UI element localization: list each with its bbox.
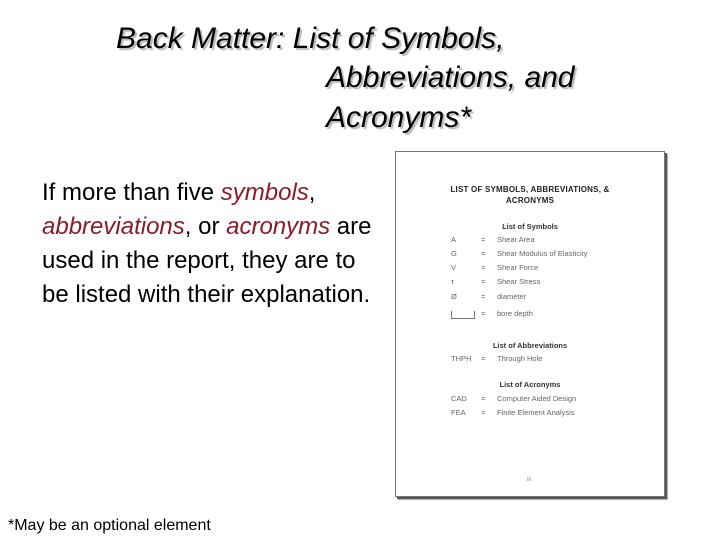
- highlight-abbreviations: abbreviations: [42, 213, 185, 240]
- footnote: *May be an optional element: [8, 517, 211, 534]
- thumbnail-page-number: iii: [527, 477, 531, 483]
- thumbnail-heading-line-1: LIST OF SYMBOLS, ABBREVIATIONS, &: [450, 185, 610, 194]
- symbols-section-title: List of Symbols: [502, 222, 558, 231]
- bore-depth-symbol-icon: [451, 311, 475, 319]
- acronyms-section-title: List of Acronyms: [499, 380, 561, 389]
- thumbnail-heading-line-2: ACRONYMS: [505, 196, 555, 205]
- slide-title-line-1: Back Matter: List of Symbols,: [116, 22, 505, 55]
- highlight-acronyms: acronyms: [226, 213, 331, 240]
- highlight-symbols: symbols: [220, 179, 309, 206]
- slide-title-line-2: Abbreviations, and: [326, 61, 575, 94]
- example-page-thumbnail: LIST OF SYMBOLS, ABBREVIATIONS, & ACRONYMS List of Symbols A = Shear Area G = Shear Modulus of Elasticity V = Shear Force τ = Shear Stress Ø = diameter = bore depth List of Abbreviations THPH = Through Hole List of Acronyms CAD = Computer Aided Design FEA = Finite Element Analysis iii: [395, 151, 665, 497]
- slide-body-text: If more than five symbols, abbreviations, or acronyms are used in the report, they are to be listed with their explanation.: [42, 179, 372, 308]
- slide-title-line-3: Acronyms*: [326, 101, 472, 134]
- abbreviations-section-title: List of Abbreviations: [492, 341, 568, 350]
